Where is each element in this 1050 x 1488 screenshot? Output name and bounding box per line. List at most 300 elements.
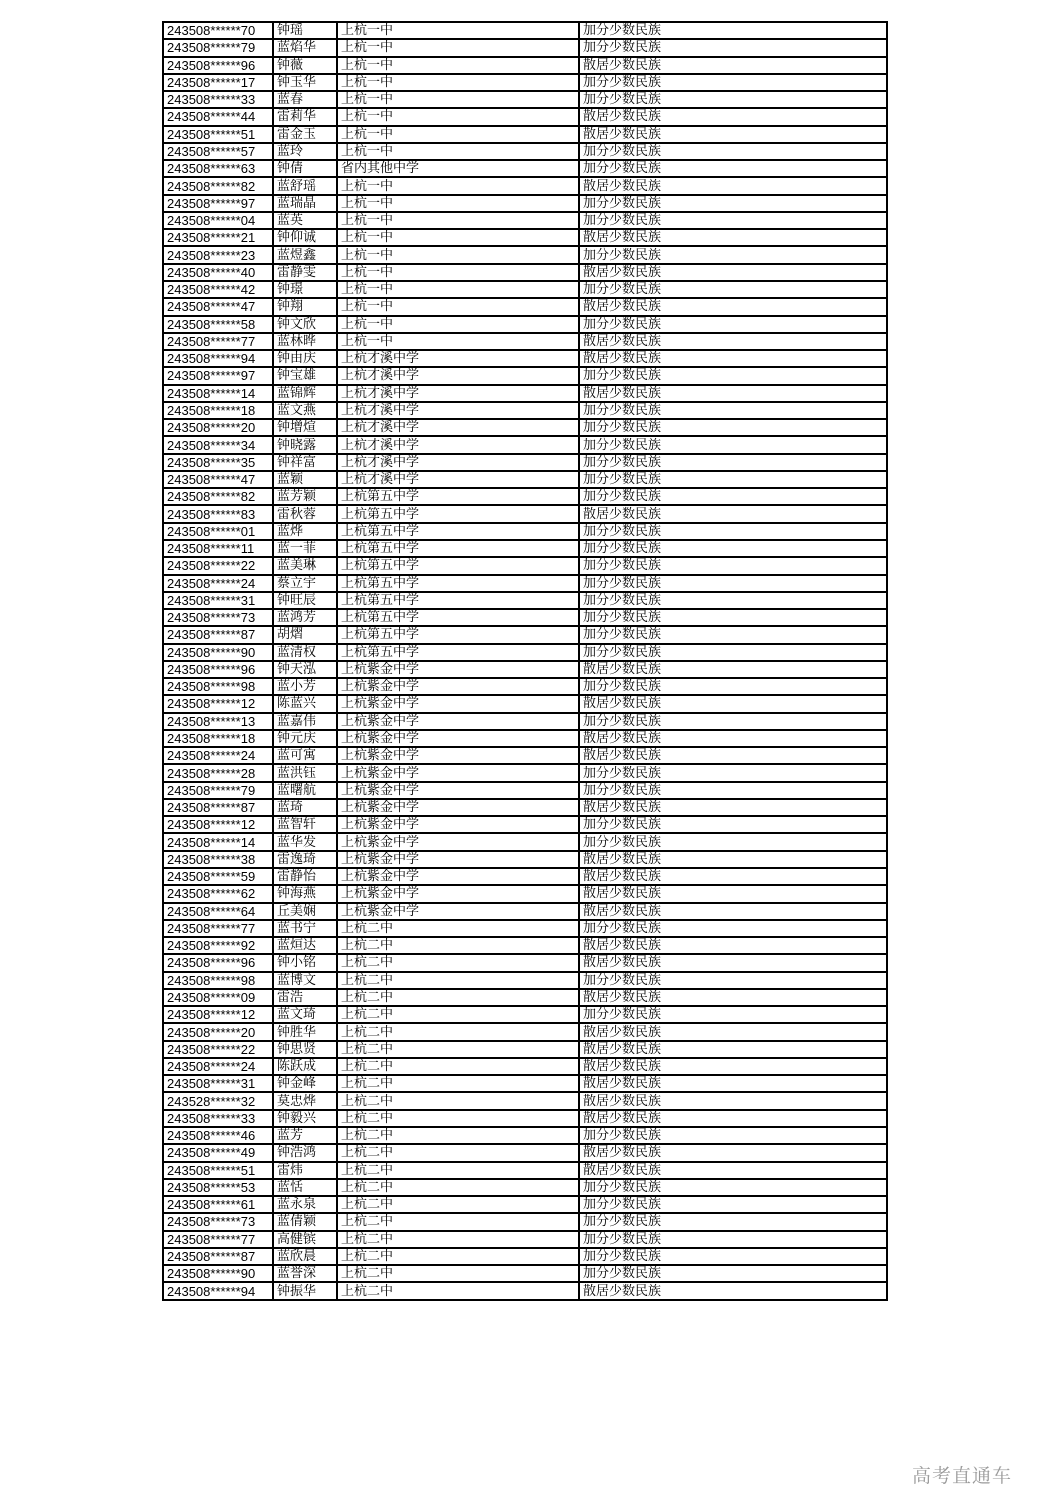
name-cell: 钟晓露 bbox=[273, 436, 337, 453]
school-cell: 上杭第五中学 bbox=[337, 540, 579, 557]
exam-id-cell: 243508******57 bbox=[163, 143, 273, 160]
exam-id-cell: 243508******98 bbox=[163, 678, 273, 695]
name-cell: 钟薇 bbox=[273, 57, 337, 74]
school-cell: 上杭一中 bbox=[337, 22, 579, 39]
category-cell: 散居少数民族 bbox=[579, 661, 887, 678]
exam-id-cell: 243508******96 bbox=[163, 954, 273, 971]
name-cell: 蓝林晔 bbox=[273, 333, 337, 350]
category-cell: 散居少数民族 bbox=[579, 695, 887, 712]
exam-id-cell: 243508******44 bbox=[163, 108, 273, 125]
school-cell: 上杭二中 bbox=[337, 1006, 579, 1023]
table-row bbox=[163, 903, 887, 920]
table-row bbox=[163, 126, 887, 143]
name-cell: 钟海燕 bbox=[273, 885, 337, 902]
category-cell: 散居少数民族 bbox=[579, 177, 887, 194]
school-cell: 上杭第五中学 bbox=[337, 644, 579, 661]
category-cell: 散居少数民族 bbox=[579, 885, 887, 902]
category-cell: 加分少数民族 bbox=[579, 540, 887, 557]
name-cell: 蓝一菲 bbox=[273, 540, 337, 557]
table-row bbox=[163, 143, 887, 160]
exam-id-cell: 243508******38 bbox=[163, 851, 273, 868]
exam-id-cell: 243508******77 bbox=[163, 1231, 273, 1248]
school-cell: 上杭才溪中学 bbox=[337, 385, 579, 402]
name-cell: 蓝美琳 bbox=[273, 557, 337, 574]
category-cell: 散居少数民族 bbox=[579, 264, 887, 281]
exam-id-cell: 243508******28 bbox=[163, 764, 273, 781]
table-row bbox=[163, 833, 887, 850]
school-cell: 上杭一中 bbox=[337, 298, 579, 315]
name-cell: 胡熠 bbox=[273, 626, 337, 643]
name-cell: 蓝瑞晶 bbox=[273, 195, 337, 212]
school-cell: 上杭二中 bbox=[337, 989, 579, 1006]
school-cell: 上杭才溪中学 bbox=[337, 367, 579, 384]
table-row bbox=[163, 1006, 887, 1023]
category-cell: 加分少数民族 bbox=[579, 419, 887, 436]
table-row bbox=[163, 195, 887, 212]
category-cell: 加分少数民族 bbox=[579, 1248, 887, 1265]
table-row bbox=[163, 281, 887, 298]
exam-id-cell: 243508******47 bbox=[163, 471, 273, 488]
category-cell: 加分少数民族 bbox=[579, 281, 887, 298]
name-cell: 蓝玲 bbox=[273, 143, 337, 160]
name-cell: 雷金玉 bbox=[273, 126, 337, 143]
name-cell: 钟祥富 bbox=[273, 454, 337, 471]
exam-id-cell: 243508******14 bbox=[163, 833, 273, 850]
exam-id-cell: 243508******12 bbox=[163, 816, 273, 833]
category-cell: 散居少数民族 bbox=[579, 298, 887, 315]
exam-id-cell: 243508******42 bbox=[163, 281, 273, 298]
table-row bbox=[163, 246, 887, 263]
table-row bbox=[163, 471, 887, 488]
name-cell: 钟思贤 bbox=[273, 1041, 337, 1058]
school-cell: 上杭紫金中学 bbox=[337, 851, 579, 868]
exam-id-cell: 243508******17 bbox=[163, 74, 273, 91]
category-cell: 加分少数民族 bbox=[579, 1231, 887, 1248]
table-row bbox=[163, 1110, 887, 1127]
school-cell: 上杭一中 bbox=[337, 39, 579, 56]
category-cell: 散居少数民族 bbox=[579, 57, 887, 74]
category-cell: 加分少数民族 bbox=[579, 143, 887, 160]
category-cell: 散居少数民族 bbox=[579, 989, 887, 1006]
table-row bbox=[163, 972, 887, 989]
exam-id-cell: 243508******21 bbox=[163, 229, 273, 246]
school-cell: 上杭一中 bbox=[337, 316, 579, 333]
student-list-table bbox=[162, 21, 888, 1301]
exam-id-cell: 243508******24 bbox=[163, 747, 273, 764]
school-cell: 上杭紫金中学 bbox=[337, 695, 579, 712]
school-cell: 上杭二中 bbox=[337, 1231, 579, 1248]
table-row bbox=[163, 747, 887, 764]
category-cell: 加分少数民族 bbox=[579, 436, 887, 453]
school-cell: 上杭第五中学 bbox=[337, 609, 579, 626]
category-cell: 散居少数民族 bbox=[579, 1058, 887, 1075]
table-row bbox=[163, 350, 887, 367]
school-cell: 上杭紫金中学 bbox=[337, 661, 579, 678]
name-cell: 蓝舒瑶 bbox=[273, 177, 337, 194]
name-cell: 雷浩 bbox=[273, 989, 337, 1006]
category-cell: 加分少数民族 bbox=[579, 1006, 887, 1023]
watermark: 高考直通车 bbox=[912, 1465, 1013, 1487]
school-cell: 上杭紫金中学 bbox=[337, 816, 579, 833]
category-cell: 加分少数民族 bbox=[579, 195, 887, 212]
name-cell: 蓝书宁 bbox=[273, 920, 337, 937]
category-cell: 加分少数民族 bbox=[579, 39, 887, 56]
category-cell: 加分少数民族 bbox=[579, 609, 887, 626]
name-cell: 雷炜 bbox=[273, 1162, 337, 1179]
name-cell: 雷莉华 bbox=[273, 108, 337, 125]
table-row bbox=[163, 575, 887, 592]
exam-id-cell: 243508******98 bbox=[163, 972, 273, 989]
table-row bbox=[163, 799, 887, 816]
exam-id-cell: 243508******83 bbox=[163, 505, 273, 522]
school-cell: 上杭紫金中学 bbox=[337, 747, 579, 764]
exam-id-cell: 243508******73 bbox=[163, 1213, 273, 1230]
category-cell: 加分少数民族 bbox=[579, 678, 887, 695]
table-row bbox=[163, 57, 887, 74]
table-row bbox=[163, 91, 887, 108]
category-cell: 散居少数民族 bbox=[579, 229, 887, 246]
name-cell: 蓝英 bbox=[273, 212, 337, 229]
name-cell: 蓝恬 bbox=[273, 1179, 337, 1196]
exam-id-cell: 243508******20 bbox=[163, 419, 273, 436]
school-cell: 上杭紫金中学 bbox=[337, 885, 579, 902]
category-cell: 加分少数民族 bbox=[579, 644, 887, 661]
table-row bbox=[163, 1231, 887, 1248]
name-cell: 雷静雯 bbox=[273, 264, 337, 281]
school-cell: 上杭一中 bbox=[337, 108, 579, 125]
category-cell: 加分少数民族 bbox=[579, 575, 887, 592]
exam-id-cell: 243508******46 bbox=[163, 1127, 273, 1144]
exam-id-cell: 243508******31 bbox=[163, 592, 273, 609]
school-cell: 上杭二中 bbox=[337, 1248, 579, 1265]
category-cell: 加分少数民族 bbox=[579, 782, 887, 799]
table-row bbox=[163, 989, 887, 1006]
name-cell: 钟浩鸿 bbox=[273, 1144, 337, 1161]
category-cell: 散居少数民族 bbox=[579, 350, 887, 367]
table-row bbox=[163, 1162, 887, 1179]
exam-id-cell: 243508******58 bbox=[163, 316, 273, 333]
school-cell: 上杭二中 bbox=[337, 920, 579, 937]
table-row bbox=[163, 523, 887, 540]
school-cell: 上杭一中 bbox=[337, 91, 579, 108]
exam-id-cell: 243508******22 bbox=[163, 1041, 273, 1058]
exam-id-cell: 243508******79 bbox=[163, 782, 273, 799]
exam-id-cell: 243508******97 bbox=[163, 367, 273, 384]
name-cell: 钟增煊 bbox=[273, 419, 337, 436]
name-cell: 蓝可寓 bbox=[273, 747, 337, 764]
school-cell: 上杭二中 bbox=[337, 954, 579, 971]
school-cell: 上杭一中 bbox=[337, 264, 579, 281]
category-cell: 加分少数民族 bbox=[579, 454, 887, 471]
table-row bbox=[163, 1282, 887, 1299]
name-cell: 钟金峰 bbox=[273, 1075, 337, 1092]
exam-id-cell: 243508******82 bbox=[163, 177, 273, 194]
category-cell: 加分少数民族 bbox=[579, 626, 887, 643]
category-cell: 散居少数民族 bbox=[579, 937, 887, 954]
exam-id-cell: 243508******90 bbox=[163, 644, 273, 661]
exam-id-cell: 243508******94 bbox=[163, 1282, 273, 1299]
category-cell: 加分少数民族 bbox=[579, 212, 887, 229]
category-cell: 加分少数民族 bbox=[579, 764, 887, 781]
category-cell: 加分少数民族 bbox=[579, 557, 887, 574]
name-cell: 钟旺辰 bbox=[273, 592, 337, 609]
name-cell: 雷逸琦 bbox=[273, 851, 337, 868]
school-cell: 上杭才溪中学 bbox=[337, 419, 579, 436]
category-cell: 加分少数民族 bbox=[579, 22, 887, 39]
school-cell: 上杭紫金中学 bbox=[337, 868, 579, 885]
name-cell: 蓝琦 bbox=[273, 799, 337, 816]
exam-id-cell: 243508******77 bbox=[163, 920, 273, 937]
school-cell: 上杭二中 bbox=[337, 1127, 579, 1144]
category-cell: 散居少数民族 bbox=[579, 799, 887, 816]
name-cell: 陈蓝兴 bbox=[273, 695, 337, 712]
exam-id-cell: 243508******47 bbox=[163, 298, 273, 315]
name-cell: 钟瑶 bbox=[273, 22, 337, 39]
school-cell: 上杭一中 bbox=[337, 57, 579, 74]
table-row bbox=[163, 333, 887, 350]
category-cell: 散居少数民族 bbox=[579, 903, 887, 920]
exam-id-cell: 243508******12 bbox=[163, 695, 273, 712]
school-cell: 上杭才溪中学 bbox=[337, 436, 579, 453]
school-cell: 上杭第五中学 bbox=[337, 523, 579, 540]
name-cell: 钟胜华 bbox=[273, 1023, 337, 1040]
school-cell: 上杭二中 bbox=[337, 1092, 579, 1109]
school-cell: 上杭一中 bbox=[337, 333, 579, 350]
name-cell: 丘美娴 bbox=[273, 903, 337, 920]
school-cell: 上杭紫金中学 bbox=[337, 799, 579, 816]
table-row bbox=[163, 1058, 887, 1075]
name-cell: 蓝清权 bbox=[273, 644, 337, 661]
school-cell: 上杭紫金中学 bbox=[337, 730, 579, 747]
school-cell: 上杭第五中学 bbox=[337, 575, 579, 592]
school-cell: 上杭紫金中学 bbox=[337, 764, 579, 781]
name-cell: 蓝倩颖 bbox=[273, 1213, 337, 1230]
exam-id-cell: 243508******01 bbox=[163, 523, 273, 540]
name-cell: 钟宝雄 bbox=[273, 367, 337, 384]
category-cell: 散居少数民族 bbox=[579, 747, 887, 764]
table-row bbox=[163, 644, 887, 661]
table-row bbox=[163, 920, 887, 937]
category-cell: 散居少数民族 bbox=[579, 730, 887, 747]
table-row bbox=[163, 1196, 887, 1213]
exam-id-cell: 243508******51 bbox=[163, 1162, 273, 1179]
exam-id-cell: 243508******79 bbox=[163, 39, 273, 56]
table-row bbox=[163, 316, 887, 333]
name-cell: 蓝华发 bbox=[273, 833, 337, 850]
table-row bbox=[163, 885, 887, 902]
name-cell: 蓝锦辉 bbox=[273, 385, 337, 402]
exam-id-cell: 243508******13 bbox=[163, 713, 273, 730]
name-cell: 蓝春 bbox=[273, 91, 337, 108]
category-cell: 散居少数民族 bbox=[579, 333, 887, 350]
category-cell: 散居少数民族 bbox=[579, 954, 887, 971]
exam-id-cell: 243508******18 bbox=[163, 402, 273, 419]
table-row bbox=[163, 488, 887, 505]
name-cell: 蓝焰华 bbox=[273, 39, 337, 56]
exam-id-cell: 243508******34 bbox=[163, 436, 273, 453]
table-row bbox=[163, 22, 887, 39]
school-cell: 上杭二中 bbox=[337, 937, 579, 954]
school-cell: 上杭第五中学 bbox=[337, 505, 579, 522]
name-cell: 蓝洪钰 bbox=[273, 764, 337, 781]
school-cell: 上杭二中 bbox=[337, 1023, 579, 1040]
exam-id-cell: 243508******24 bbox=[163, 575, 273, 592]
school-cell: 上杭二中 bbox=[337, 1162, 579, 1179]
school-cell: 上杭一中 bbox=[337, 246, 579, 263]
table-row bbox=[163, 868, 887, 885]
exam-id-cell: 243508******96 bbox=[163, 57, 273, 74]
name-cell: 钟玉华 bbox=[273, 74, 337, 91]
name-cell: 莫忠烨 bbox=[273, 1092, 337, 1109]
name-cell: 蓝鸿芳 bbox=[273, 609, 337, 626]
exam-id-cell: 243508******90 bbox=[163, 1265, 273, 1282]
category-cell: 散居少数民族 bbox=[579, 385, 887, 402]
school-cell: 上杭二中 bbox=[337, 1041, 579, 1058]
table-row bbox=[163, 402, 887, 419]
category-cell: 散居少数民族 bbox=[579, 851, 887, 868]
school-cell: 上杭二中 bbox=[337, 972, 579, 989]
exam-id-cell: 243508******22 bbox=[163, 557, 273, 574]
name-cell: 钟翔 bbox=[273, 298, 337, 315]
exam-id-cell: 243508******82 bbox=[163, 488, 273, 505]
name-cell: 钟天泓 bbox=[273, 661, 337, 678]
name-cell: 蓝烜达 bbox=[273, 937, 337, 954]
table-row bbox=[163, 592, 887, 609]
name-cell: 钟璟 bbox=[273, 281, 337, 298]
table-row bbox=[163, 108, 887, 125]
exam-id-cell: 243508******18 bbox=[163, 730, 273, 747]
school-cell: 上杭紫金中学 bbox=[337, 903, 579, 920]
table-row bbox=[163, 782, 887, 799]
category-cell: 散居少数民族 bbox=[579, 1144, 887, 1161]
category-cell: 加分少数民族 bbox=[579, 972, 887, 989]
table-row bbox=[163, 1127, 887, 1144]
table-row bbox=[163, 1041, 887, 1058]
table-row bbox=[163, 713, 887, 730]
name-cell: 蓝芳 bbox=[273, 1127, 337, 1144]
exam-id-cell: 243508******92 bbox=[163, 937, 273, 954]
school-cell: 上杭一中 bbox=[337, 195, 579, 212]
exam-id-cell: 243508******33 bbox=[163, 91, 273, 108]
exam-id-cell: 243508******35 bbox=[163, 454, 273, 471]
table-row bbox=[163, 1092, 887, 1109]
name-cell: 陈跃成 bbox=[273, 1058, 337, 1075]
table-row bbox=[163, 367, 887, 384]
name-cell: 蓝永泉 bbox=[273, 1196, 337, 1213]
school-cell: 省内其他中学 bbox=[337, 160, 579, 177]
name-cell: 高健镔 bbox=[273, 1231, 337, 1248]
table-row bbox=[163, 1144, 887, 1161]
category-cell: 加分少数民族 bbox=[579, 816, 887, 833]
exam-id-cell: 243508******24 bbox=[163, 1058, 273, 1075]
name-cell: 蓝博文 bbox=[273, 972, 337, 989]
category-cell: 加分少数民族 bbox=[579, 74, 887, 91]
exam-id-cell: 243508******40 bbox=[163, 264, 273, 281]
category-cell: 散居少数民族 bbox=[579, 1110, 887, 1127]
exam-id-cell: 243508******23 bbox=[163, 246, 273, 263]
school-cell: 上杭紫金中学 bbox=[337, 833, 579, 850]
school-cell: 上杭第五中学 bbox=[337, 488, 579, 505]
exam-id-cell: 243508******94 bbox=[163, 350, 273, 367]
name-cell: 钟振华 bbox=[273, 1282, 337, 1299]
category-cell: 加分少数民族 bbox=[579, 160, 887, 177]
school-cell: 上杭一中 bbox=[337, 74, 579, 91]
name-cell: 钟毅兴 bbox=[273, 1110, 337, 1127]
school-cell: 上杭二中 bbox=[337, 1075, 579, 1092]
exam-id-cell: 243508******73 bbox=[163, 609, 273, 626]
category-cell: 加分少数民族 bbox=[579, 402, 887, 419]
category-cell: 散居少数民族 bbox=[579, 126, 887, 143]
table-row bbox=[163, 609, 887, 626]
school-cell: 上杭二中 bbox=[337, 1110, 579, 1127]
school-cell: 上杭紫金中学 bbox=[337, 678, 579, 695]
table-row bbox=[163, 160, 887, 177]
name-cell: 蓝文琦 bbox=[273, 1006, 337, 1023]
exam-id-cell: 243508******11 bbox=[163, 540, 273, 557]
category-cell: 加分少数民族 bbox=[579, 367, 887, 384]
exam-id-cell: 243508******77 bbox=[163, 333, 273, 350]
category-cell: 散居少数民族 bbox=[579, 1282, 887, 1299]
table-row bbox=[163, 1248, 887, 1265]
school-cell: 上杭一中 bbox=[337, 126, 579, 143]
exam-id-cell: 243508******12 bbox=[163, 1006, 273, 1023]
school-cell: 上杭紫金中学 bbox=[337, 782, 579, 799]
table-row bbox=[163, 385, 887, 402]
school-cell: 上杭二中 bbox=[337, 1058, 579, 1075]
category-cell: 散居少数民族 bbox=[579, 108, 887, 125]
category-cell: 加分少数民族 bbox=[579, 246, 887, 263]
table-row bbox=[163, 1265, 887, 1282]
category-cell: 加分少数民族 bbox=[579, 1127, 887, 1144]
name-cell: 钟小铭 bbox=[273, 954, 337, 971]
table-row bbox=[163, 1213, 887, 1230]
school-cell: 上杭一中 bbox=[337, 229, 579, 246]
exam-id-cell: 243508******04 bbox=[163, 212, 273, 229]
school-cell: 上杭才溪中学 bbox=[337, 454, 579, 471]
name-cell: 蓝文燕 bbox=[273, 402, 337, 419]
category-cell: 加分少数民族 bbox=[579, 920, 887, 937]
exam-id-cell: 243508******96 bbox=[163, 661, 273, 678]
table-row bbox=[163, 816, 887, 833]
table-row bbox=[163, 937, 887, 954]
table-row bbox=[163, 540, 887, 557]
exam-id-cell: 243508******61 bbox=[163, 1196, 273, 1213]
exam-id-cell: 243508******59 bbox=[163, 868, 273, 885]
name-cell: 蓝小芳 bbox=[273, 678, 337, 695]
name-cell: 钟文欣 bbox=[273, 316, 337, 333]
table-row bbox=[163, 954, 887, 971]
name-cell: 钟仰诚 bbox=[273, 229, 337, 246]
category-cell: 散居少数民族 bbox=[579, 505, 887, 522]
category-cell: 加分少数民族 bbox=[579, 471, 887, 488]
exam-id-cell: 243508******87 bbox=[163, 799, 273, 816]
name-cell: 雷静怡 bbox=[273, 868, 337, 885]
table-row bbox=[163, 177, 887, 194]
category-cell: 加分少数民族 bbox=[579, 488, 887, 505]
table-row bbox=[163, 505, 887, 522]
school-cell: 上杭二中 bbox=[337, 1265, 579, 1282]
school-cell: 上杭一中 bbox=[337, 143, 579, 160]
exam-id-cell: 243508******62 bbox=[163, 885, 273, 902]
table-row bbox=[163, 419, 887, 436]
name-cell: 蓝煜鑫 bbox=[273, 246, 337, 263]
table-row bbox=[163, 678, 887, 695]
exam-id-cell: 243508******33 bbox=[163, 1110, 273, 1127]
exam-id-cell: 243508******53 bbox=[163, 1179, 273, 1196]
category-cell: 散居少数民族 bbox=[579, 1162, 887, 1179]
category-cell: 散居少数民族 bbox=[579, 1041, 887, 1058]
name-cell: 蓝烨 bbox=[273, 523, 337, 540]
